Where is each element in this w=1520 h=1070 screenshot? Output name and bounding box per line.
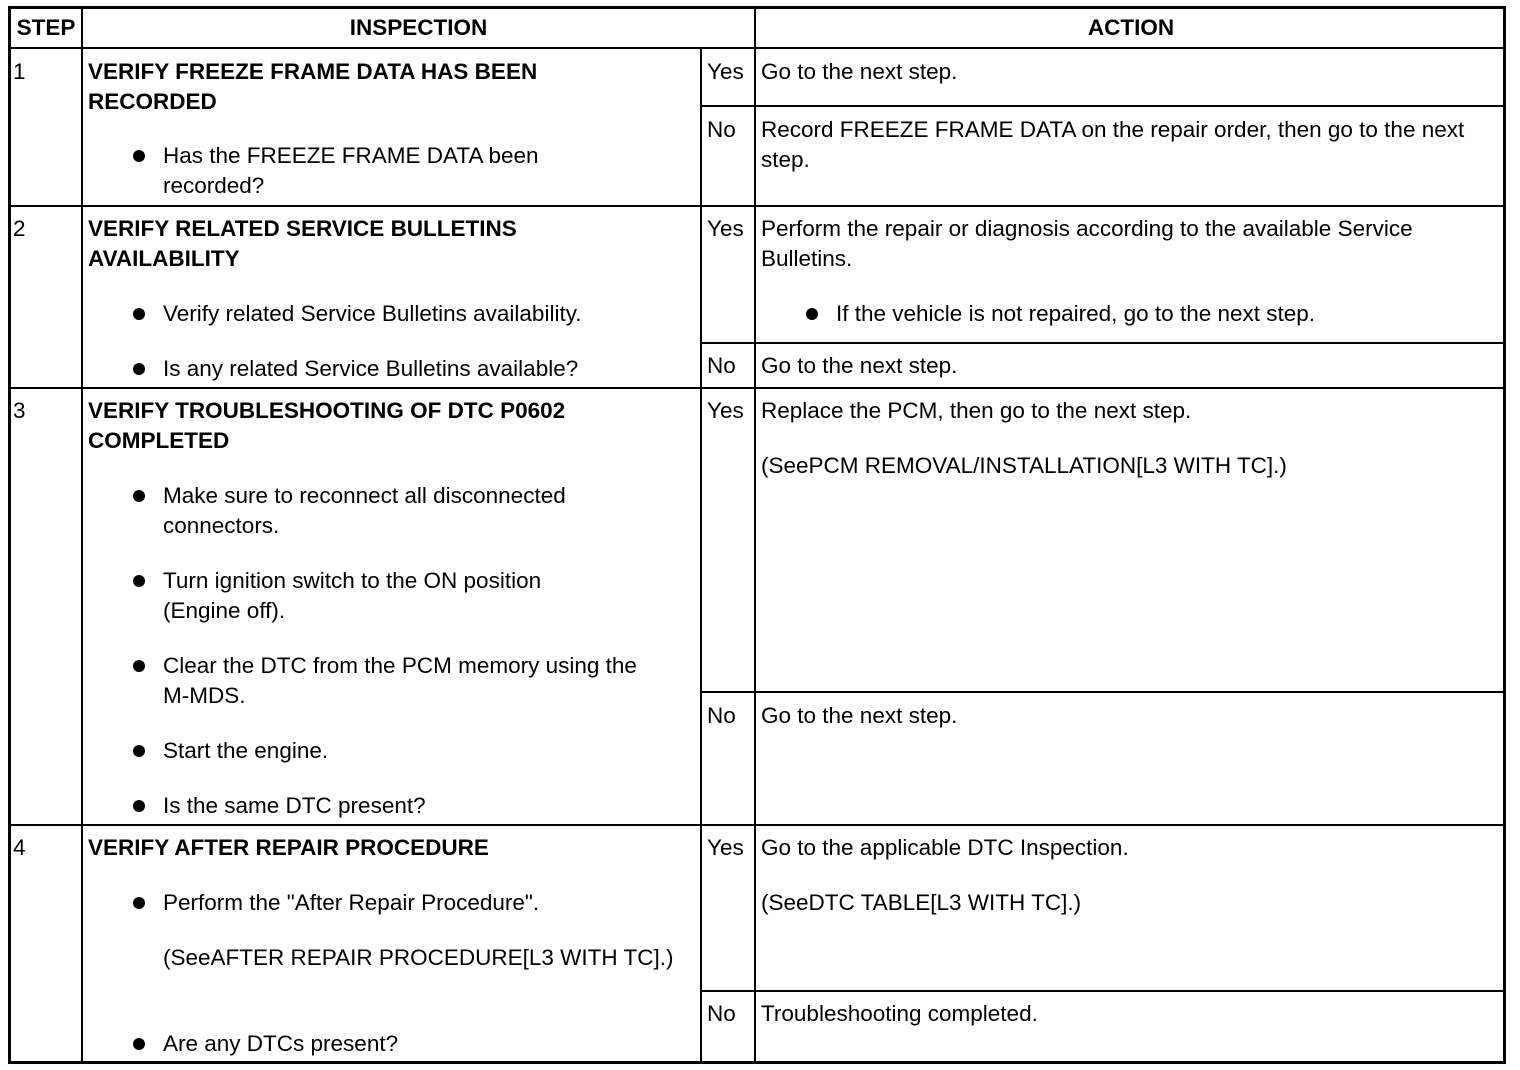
header-step: STEP xyxy=(16,15,76,40)
action-reference: (SeeDTC TABLE[L3 WITH TC].) xyxy=(761,890,1082,915)
step-number: 3 xyxy=(13,398,26,423)
step-number: 2 xyxy=(13,216,26,241)
action-item: If the vehicle is not repaired, go to the next step. xyxy=(836,301,1316,326)
bullet-icon xyxy=(133,363,145,375)
rule-row1-split xyxy=(700,105,1506,107)
action-text: Go to the next step. xyxy=(761,353,958,378)
step-title: VERIFY RELATED SERVICE BULLETINS AVAILABILITY xyxy=(88,216,517,271)
action-reference: (SeePCM REMOVAL/INSTALLATION[L3 WITH TC].) xyxy=(761,453,1287,478)
yes-label: Yes xyxy=(707,398,744,423)
action-text: Record FREEZE FRAME DATA on the repair order, then go to the next step. xyxy=(761,117,1465,172)
bullet-icon xyxy=(133,575,145,587)
step-number: 4 xyxy=(13,835,26,860)
bullet-icon xyxy=(133,745,145,757)
inspection-item: Turn ignition switch to the ON position (Engine off). xyxy=(163,568,542,623)
no-label: No xyxy=(707,117,736,142)
rule-row2-split xyxy=(700,342,1506,344)
inspection-item: Is any related Service Bulletins available? xyxy=(163,356,579,381)
bullet-icon xyxy=(133,490,145,502)
step-title: VERIFY TROUBLESHOOTING OF DTC P0602 COMPLETED xyxy=(88,398,566,453)
action-text: Troubleshooting completed. xyxy=(761,1001,1038,1026)
action-text: Perform the repair or diagnosis according to the available Service Bulletins. xyxy=(761,216,1413,271)
rule-row4-split xyxy=(700,990,1506,992)
no-label: No xyxy=(707,703,736,728)
action-text: Replace the PCM, then go to the next step. xyxy=(761,398,1192,423)
inspection-reference: (SeeAFTER REPAIR PROCEDURE[L3 WITH TC].) xyxy=(163,945,674,970)
col-rule-step xyxy=(81,6,83,1064)
bullet-icon xyxy=(133,1038,145,1050)
inspection-item: Perform the "After Repair Procedure". xyxy=(163,890,540,915)
rule-row3 xyxy=(8,824,1506,826)
inspection-item: Clear the DTC from the PCM memory using the M-MDS. xyxy=(163,653,637,708)
bullet-icon xyxy=(133,660,145,672)
bullet-icon xyxy=(133,308,145,320)
action-text: Go to the next step. xyxy=(761,703,958,728)
rule-header xyxy=(8,47,1506,49)
inspection-item: Is the same DTC present? xyxy=(163,793,426,818)
col-rule-inspection xyxy=(700,47,702,1064)
no-label: No xyxy=(707,353,736,378)
action-text: Go to the next step. xyxy=(761,59,958,84)
bullet-icon xyxy=(133,800,145,812)
rule-row2 xyxy=(8,387,1506,389)
inspection-item: Has the FREEZE FRAME DATA been recorded? xyxy=(163,143,539,198)
inspection-item: Make sure to reconnect all disconnected connectors. xyxy=(163,483,566,538)
bullet-icon xyxy=(806,308,818,320)
col-rule-action xyxy=(754,6,756,1064)
rule-row1 xyxy=(8,205,1506,207)
inspection-item: Verify related Service Bulletins availability. xyxy=(163,301,582,326)
step-number: 1 xyxy=(13,59,26,84)
action-text: Go to the applicable DTC Inspection. xyxy=(761,835,1129,860)
bullet-icon xyxy=(133,897,145,909)
rule-row3-split xyxy=(700,691,1506,693)
step-title: VERIFY FREEZE FRAME DATA HAS BEEN RECORDED xyxy=(88,59,538,114)
step-title: VERIFY AFTER REPAIR PROCEDURE xyxy=(88,835,489,860)
yes-label: Yes xyxy=(707,216,744,241)
yes-label: Yes xyxy=(707,59,744,84)
inspection-item: Are any DTCs present? xyxy=(163,1031,399,1056)
header-action: ACTION xyxy=(1087,15,1175,40)
yes-label: Yes xyxy=(707,835,744,860)
header-inspection: INSPECTION xyxy=(349,15,488,40)
bullet-icon xyxy=(133,150,145,162)
inspection-item: Start the engine. xyxy=(163,738,329,763)
no-label: No xyxy=(707,1001,736,1026)
